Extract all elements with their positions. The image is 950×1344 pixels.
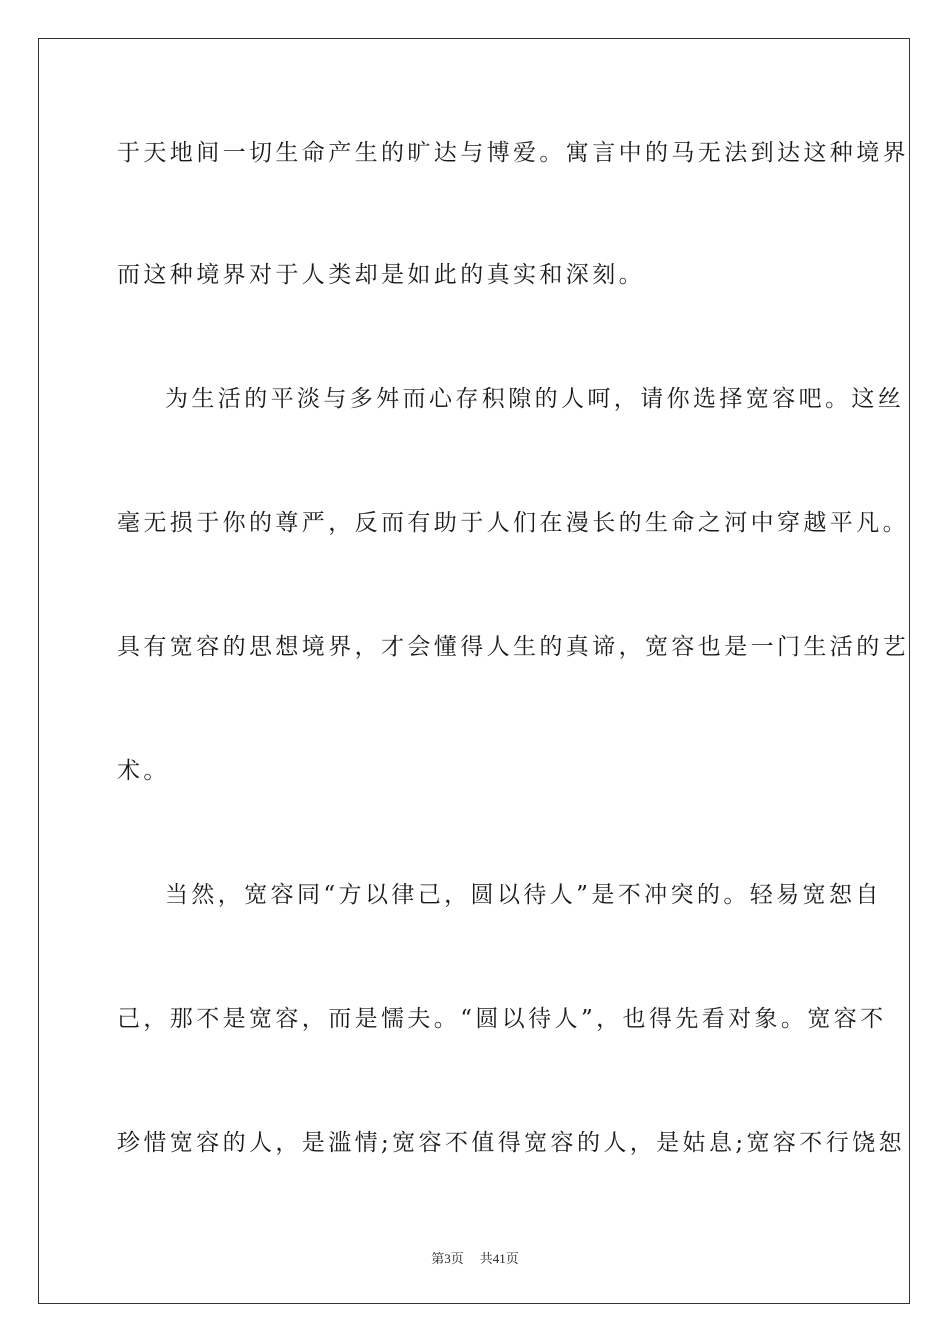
text-line-5: 具有宽容的思想境界，才会懂得人生的真谛，宽容也是一门生活的艺 <box>117 634 909 660</box>
page-border <box>38 38 910 1304</box>
page-total: 共41页 <box>479 1251 519 1266</box>
text-line-4: 毫无损于你的尊严，反而有助于人们在漫长的生命之河中穿越平凡。 <box>117 510 909 536</box>
page-number: 第3页 <box>431 1251 464 1266</box>
text-line-7: 当然，宽容同“方以律己，圆以待人”是不冲突的。轻易宽恕自 <box>165 882 882 908</box>
text-line-8: 己，那不是宽容，而是懦夫。“圆以待人”，也得先看对象。宽容不 <box>117 1006 887 1032</box>
text-line-6: 术。 <box>117 758 170 784</box>
text-line-9: 珍惜宽容的人，是滥情;宽容不值得宽容的人，是姑息;宽容不行饶恕 <box>117 1130 905 1156</box>
page-footer <box>0 1248 950 1267</box>
text-line-2: 而这种境界对于人类却是如此的真实和深刻。 <box>117 262 645 288</box>
text-line-3: 为生活的平淡与多舛而心存积隙的人呵，请你选择宽容吧。这丝 <box>165 386 905 412</box>
text-line-1: 于天地间一切生命产生的旷达与博爱。寓言中的马无法到达这种境界 <box>117 140 909 166</box>
